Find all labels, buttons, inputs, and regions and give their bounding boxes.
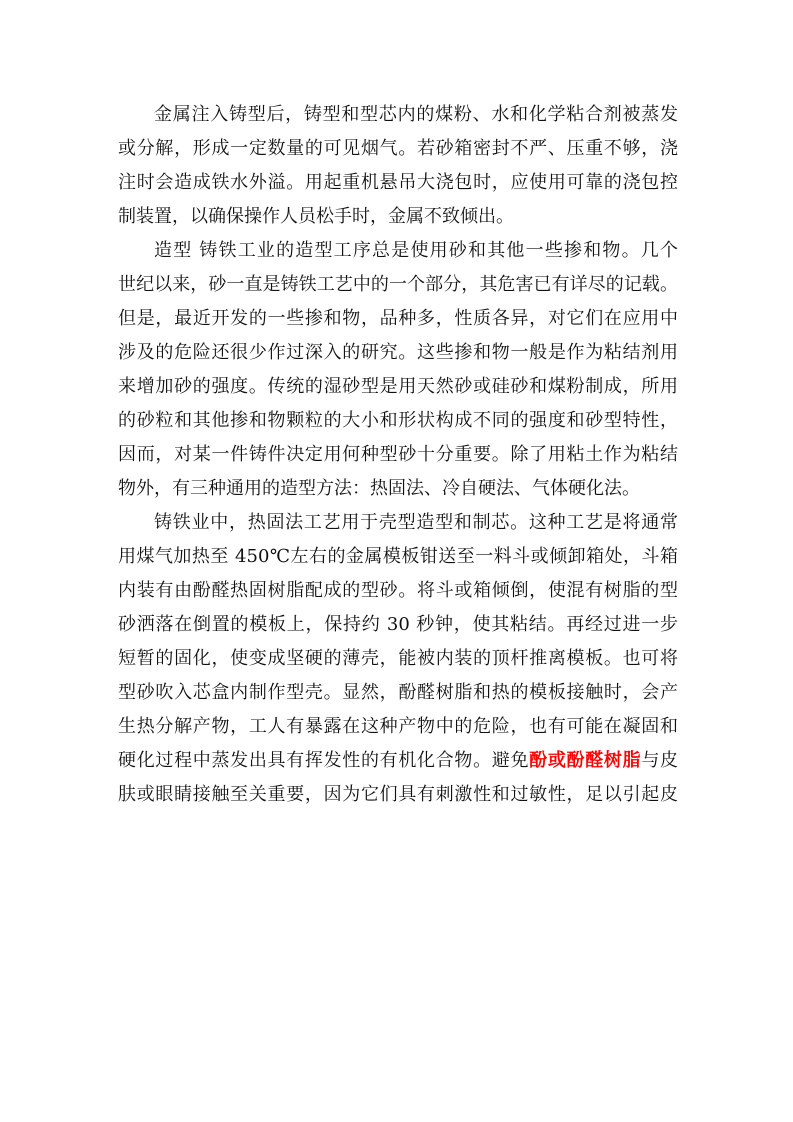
text-line: 内装有由酚醛热固树脂配成的型砂。将斗或箱倾倒，使混有树脂的型 (118, 580, 678, 601)
text-line-with-highlight (118, 744, 678, 778)
document-body (118, 98, 678, 812)
text-line: 来增加砂的强度。传统的湿砂型是用天然砂或硅砂和煤粉制成，所用 (118, 376, 678, 397)
text-line: 或分解，形成一定数量的可见烟气。若砂箱密封不严、压重不够，浇 (118, 138, 678, 159)
text-line: 注时会造成铁水外溢。用起重机悬吊大浇包时，应使用可靠的浇包控 (118, 172, 678, 193)
text-line: 物外，有三种通用的造型方法：热固法、冷自硬法、气体硬化法。 (118, 478, 640, 499)
text-segment: 与皮 (641, 750, 679, 771)
text-line: 用煤气加热至 450℃左右的金属模板钳送至一料斗或倾卸箱处，斗箱 (118, 546, 678, 567)
text-line: 短暂的固化，使变成坚硬的薄壳，能被内装的顶杆推离模板。也可将 (118, 648, 678, 669)
text-line: 的砂粒和其他掺和物颗粒的大小和形状构成不同的强度和砂型特性， (118, 410, 678, 431)
text-line: 但是，最近开发的一些掺和物，品种多，性质各异，对它们在应用中 (118, 308, 678, 329)
text-line: 肤或眼睛接触至关重要，因为它们具有刺激性和过敏性，足以引起皮 (118, 784, 678, 805)
text-line: 因而，对某一件铸件决定用何种型砂十分重要。除了用粘土作为粘结 (118, 444, 678, 465)
text-line: 型砂吹入芯盒内制作型壳。显然，酚醛树脂和热的模板接触时，会产 (118, 682, 678, 703)
text-line: 铸铁业中，热固法工艺用于壳型造型和制芯。这种工艺是将通常 (154, 512, 678, 533)
text-line: 砂洒落在倒置的模板上，保持约 30 秒钟，使其粘结。再经过进一步 (118, 614, 678, 635)
paragraph-1 (118, 98, 678, 234)
text-line: 金属注入铸型后，铸型和型芯内的煤粉、水和化学粘合剂被蒸发 (154, 104, 678, 125)
text-line: 世纪以来，砂一直是铸铁工艺中的一个部分，其危害已有详尽的记载。 (118, 274, 678, 295)
highlighted-term: 酚或酚醛树脂 (529, 750, 642, 771)
text-segment: 硬化过程中蒸发出具有挥发性的有机化合物。避免 (118, 750, 530, 771)
text-line: 涉及的危险还很少作过深入的研究。这些掺和物一般是作为粘结剂用 (118, 342, 678, 363)
text-line: 造型 铸铁工业的造型工序总是使用砂和其他一些掺和物。几个 (154, 240, 678, 261)
paragraph-2 (118, 234, 678, 506)
text-line: 生热分解产物，工人有暴露在这种产物中的危险，也有可能在凝固和 (118, 716, 678, 737)
paragraph-3 (118, 506, 678, 812)
text-line: 制装置，以确保操作人员松手时，金属不致倾出。 (118, 206, 514, 227)
